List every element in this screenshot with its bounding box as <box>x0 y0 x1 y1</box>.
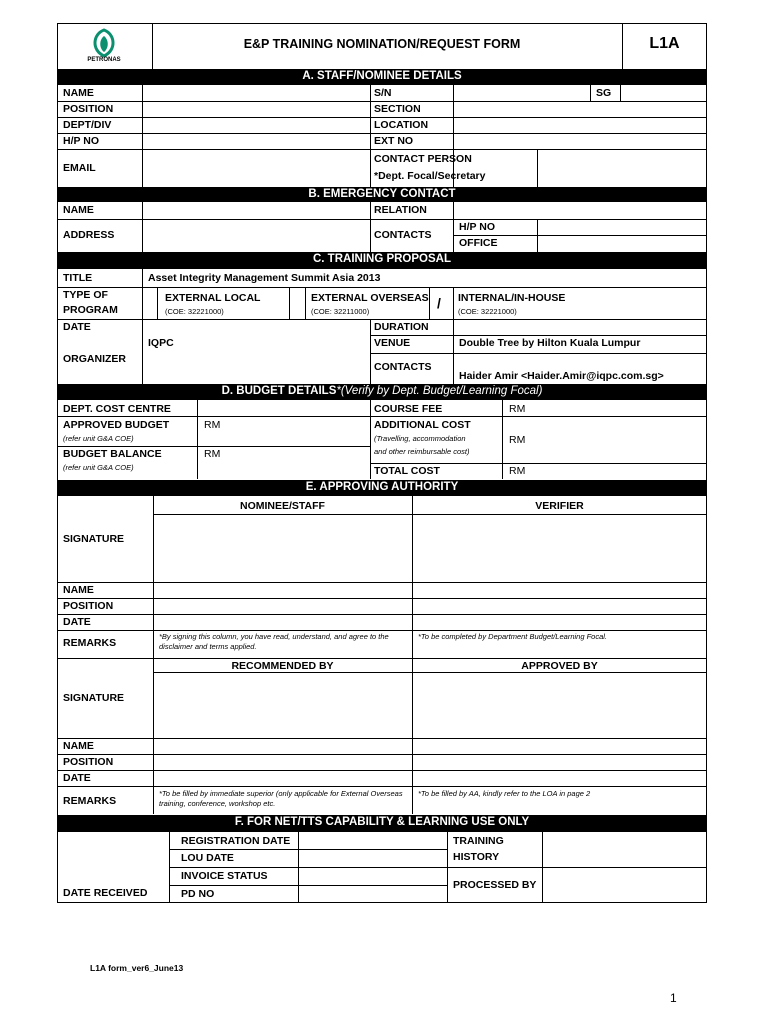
nominee-remark: *By signing this column, you have read, understand, and agree to the disclaimer and terms applied. <box>159 632 389 651</box>
address-field[interactable] <box>143 220 370 252</box>
external-overseas-label: EXTERNAL OVERSEAS <box>311 292 429 304</box>
approved-budget-label: APPROVED BUDGET <box>63 419 170 431</box>
e-date-label-2: DATE <box>63 772 91 784</box>
ext-label: EXT NO <box>374 135 414 147</box>
recommended-header: RECOMMENDED BY <box>231 660 334 672</box>
verifier-signature-field[interactable] <box>413 515 707 582</box>
cost-centre-field[interactable] <box>198 401 370 416</box>
course-fee-label: COURSE FEE <box>374 403 443 415</box>
external-local-label: EXTERNAL LOCAL <box>165 292 261 304</box>
approved-budget-rm[interactable]: RM <box>204 419 221 431</box>
section-d-title: D. BUDGET DETAILS <box>221 385 337 397</box>
sn-label: S/N <box>374 87 392 99</box>
venue-label: VENUE <box>374 337 411 349</box>
form-version: L1A form_ver6_June13 <box>90 963 184 973</box>
sg-label: SG <box>596 87 612 99</box>
emergency-hp-field[interactable] <box>538 220 707 235</box>
training-history-field[interactable] <box>543 833 707 867</box>
recommended-signature-field[interactable] <box>154 673 412 738</box>
internal-label: INTERNAL/IN-HOUSE <box>458 292 566 304</box>
form-code: L1A <box>649 35 680 52</box>
relation-label: RELATION <box>374 204 427 216</box>
contacts-value[interactable]: Haider Amir <Haider.Amir@iqpc.com.sg> <box>459 370 664 382</box>
hp-field[interactable] <box>143 134 370 149</box>
duration-label: DURATION <box>374 321 429 333</box>
petronas-logo <box>79 28 129 68</box>
e-position-label-1: POSITION <box>63 600 114 612</box>
approved-header: APPROVED BY <box>521 660 598 672</box>
position-label: POSITION <box>63 103 114 115</box>
e-name-label-2: NAME <box>63 740 94 752</box>
date-received-field[interactable] <box>58 833 169 883</box>
approved-budget-refer: (refer unit G&A COE) <box>63 434 134 443</box>
contacts-training-label: CONTACTS <box>374 361 432 373</box>
date-received-label: DATE RECEIVED <box>63 887 148 899</box>
emergency-name-label: NAME <box>63 204 94 216</box>
dept-field[interactable] <box>143 118 370 133</box>
lou-date-label: LOU DATE <box>181 852 234 864</box>
email-field[interactable] <box>143 150 370 187</box>
contacts-label: CONTACTS <box>374 229 432 241</box>
budget-balance-rm[interactable]: RM <box>204 448 221 460</box>
verifier-remark: *To be completed by Department Budget/Learning Focal. <box>418 632 608 641</box>
location-field[interactable] <box>454 118 707 133</box>
section-d-note: *(Verify by Dept. Budget/Learning Focal) <box>336 385 543 397</box>
e-date-label-1: DATE <box>63 616 91 628</box>
section-d-heading <box>57 384 707 400</box>
duration-field[interactable] <box>454 320 707 335</box>
organizer-value[interactable]: IQPC <box>148 337 174 349</box>
nominee-name-field[interactable] <box>143 86 370 101</box>
nominee-signature-field[interactable] <box>154 515 412 582</box>
processed-by-field[interactable] <box>543 868 707 903</box>
processed-by-label: PROCESSED BY <box>453 879 537 891</box>
emergency-hp-label: H/P NO <box>459 221 495 233</box>
sn-field[interactable] <box>454 86 590 101</box>
form-title: E&P TRAINING NOMINATION/REQUEST FORM <box>243 37 521 51</box>
course-fee-rm[interactable]: RM <box>509 403 526 415</box>
office-field[interactable] <box>538 236 707 252</box>
recommended-remark: *To be filled by immediate superior (only applicable for External Overseas training, conference, workshop etc. <box>159 789 403 808</box>
external-local-coe: (COE: 32221000) <box>165 307 224 316</box>
sg-field[interactable] <box>621 86 707 101</box>
training-history-label-2: HISTORY <box>453 851 500 863</box>
training-history-label-1: TRAINING <box>453 835 504 847</box>
external-overseas-checkbox[interactable] <box>290 288 305 319</box>
email-label: EMAIL <box>63 162 96 174</box>
approved-signature-field[interactable] <box>413 673 707 738</box>
nominee-header: NOMINEE/STAFF <box>240 500 325 512</box>
section-b-heading: B. EMERGENCY CONTACT <box>57 187 707 202</box>
internal-check-mark: / <box>437 295 441 311</box>
date-label: DATE <box>63 321 91 333</box>
registration-date-label: REGISTRATION DATE <box>181 835 291 847</box>
cost-centre-label: DEPT. COST CENTRE <box>63 403 171 415</box>
section-c-heading: C. TRAINING PROPOSAL <box>57 252 707 269</box>
lou-date-field[interactable] <box>299 850 447 867</box>
office-label: OFFICE <box>459 237 498 249</box>
e-name-label-1: NAME <box>63 584 94 596</box>
logo-text: PETRONAS <box>87 57 121 63</box>
type-label-2: PROGRAM <box>63 304 118 316</box>
invoice-status-label: INVOICE STATUS <box>181 870 268 882</box>
external-overseas-coe: (COE: 32211000) <box>311 307 370 316</box>
title-value[interactable]: Asset Integrity Management Summit Asia 2013 <box>148 272 381 284</box>
page-number: 1 <box>670 991 677 1005</box>
address-label: ADDRESS <box>63 229 115 241</box>
pd-no-field[interactable] <box>299 886 447 903</box>
training-date-field[interactable] <box>143 320 370 335</box>
additional-cost-label: ADDITIONAL COST <box>374 419 471 431</box>
additional-cost-rm[interactable]: RM <box>509 434 526 446</box>
emergency-name-field[interactable] <box>143 203 370 219</box>
section-e-heading: E. APPROVING AUTHORITY <box>57 480 707 496</box>
total-cost-label: TOTAL COST <box>374 465 440 477</box>
type-label-1: TYPE OF <box>63 289 108 301</box>
hp-label: H/P NO <box>63 135 99 147</box>
dept-focal-label: *Dept. Focal/Secretary <box>374 170 486 182</box>
additional-cost-note-1: (Travelling, accommodation <box>374 434 466 443</box>
additional-cost-note-2: and other reimbursable cost) <box>374 447 470 456</box>
registration-date-field[interactable] <box>299 833 447 849</box>
section-a-heading: A. STAFF/NOMINEE DETAILS <box>57 69 707 85</box>
external-local-checkbox[interactable] <box>143 288 157 319</box>
ext-field[interactable] <box>454 134 707 149</box>
position-field[interactable] <box>143 102 370 117</box>
total-cost-rm[interactable]: RM <box>509 465 526 477</box>
section-label: SECTION <box>374 103 421 115</box>
verifier-header: VERIFIER <box>535 500 584 512</box>
invoice-status-field[interactable] <box>299 868 447 885</box>
name-label: NAME <box>63 87 94 99</box>
e-remarks-label-2: REMARKS <box>63 795 117 807</box>
e-remarks-label-1: REMARKS <box>63 637 117 649</box>
organizer-label: ORGANIZER <box>63 353 126 365</box>
section-field[interactable] <box>454 102 707 117</box>
budget-balance-label: BUDGET BALANCE <box>63 448 162 460</box>
internal-coe: (COE: 32221000) <box>458 307 517 316</box>
venue-value[interactable]: Double Tree by Hilton Kuala Lumpur <box>459 337 641 349</box>
pd-no-label: PD NO <box>181 888 215 900</box>
title-label: TITLE <box>63 272 93 284</box>
internal-checkbox[interactable] <box>430 288 453 319</box>
location-label: LOCATION <box>374 119 429 131</box>
contact-person-field[interactable] <box>454 150 537 187</box>
training-nomination-form <box>57 23 707 903</box>
petronas-logo-icon <box>79 28 129 58</box>
contact-person-label: CONTACT PERSON <box>374 153 472 165</box>
relation-field[interactable] <box>454 203 707 219</box>
signature-label-1: SIGNATURE <box>63 533 125 545</box>
approved-remark: *To be filled by AA, kindly refer to the LOA in page 2 <box>418 789 591 798</box>
budget-balance-refer: (refer unit G&A COE) <box>63 463 134 472</box>
e-position-label-2: POSITION <box>63 756 114 768</box>
dept-label: DEPT/DIV <box>63 119 112 131</box>
section-f-heading: F. FOR NET/TTS CAPABILITY & LEARNING USE ONLY <box>57 815 707 832</box>
signature-label-2: SIGNATURE <box>63 692 125 704</box>
